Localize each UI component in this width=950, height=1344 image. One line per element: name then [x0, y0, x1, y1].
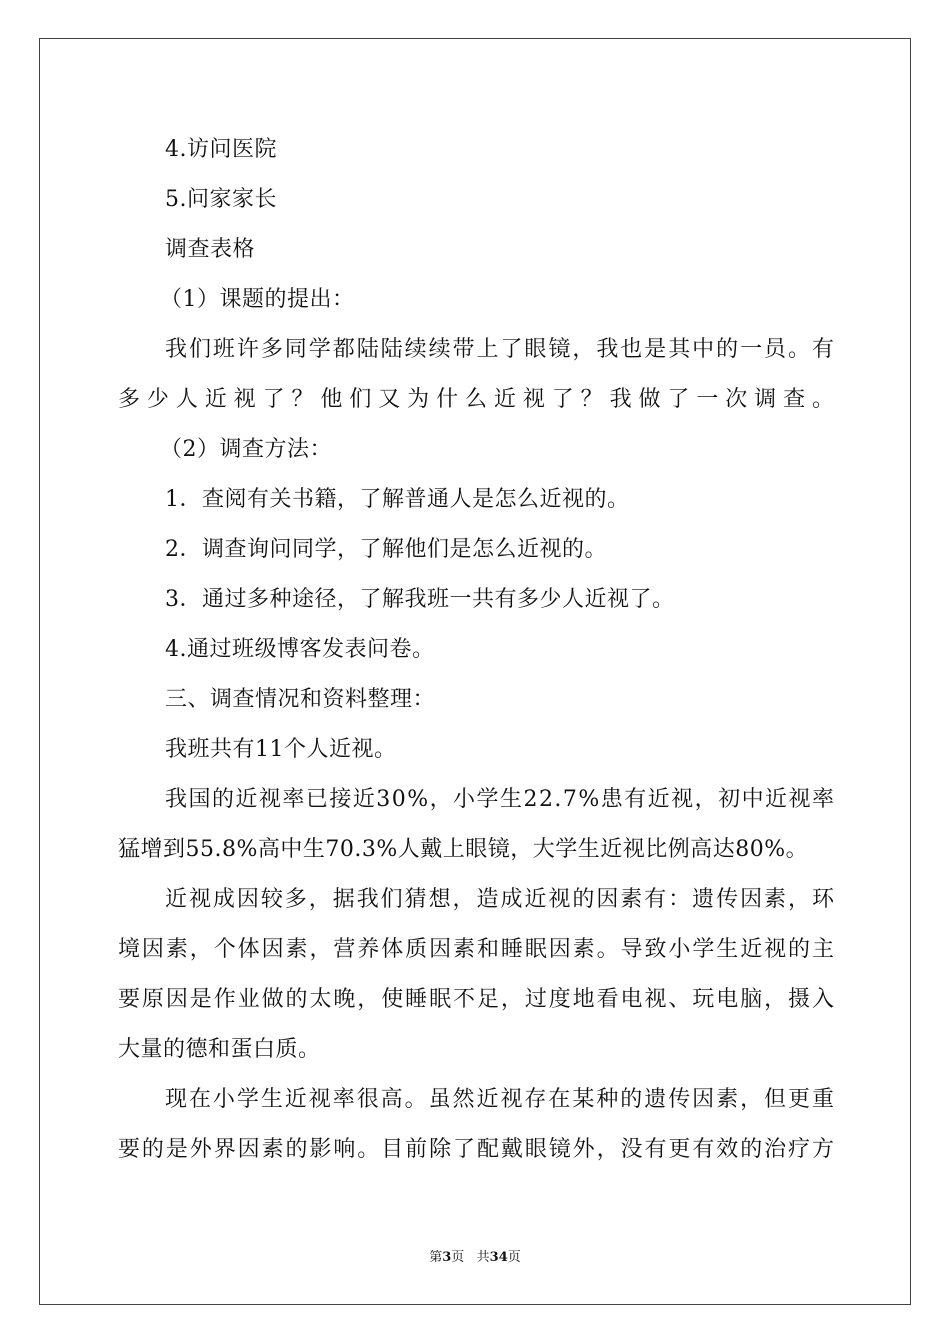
footer-page-total: 34 [489, 1250, 508, 1265]
text-line-7: （2）调查方法： [160, 437, 332, 462]
text-line-16: 近视成因较多，据我们猜想，造成近视的因素有：遗传因素，环 [165, 887, 836, 912]
text-line-11: 4.通过班级博客发表问卷。 [165, 637, 435, 662]
text-line-18: 要原因是作业做的太晚，使睡眠不足，过度地看电视、玩电脑，摄入 [118, 987, 836, 1012]
text-line-21: 要的是外界因素的影响。目前除了配戴眼镜外，没有更有效的治疗方 [118, 1137, 836, 1162]
text-line-3: 调查表格 [165, 237, 256, 262]
text-line-20: 现在小学生近视率很高。虽然近视存在某种的遗传因素，但更重 [165, 1087, 836, 1112]
text-line-1: 4.访问医院 [165, 137, 277, 162]
text-line-10: 3．通过多种途径，了解我班一共有多少人近视了。 [165, 587, 675, 612]
text-line-15: 猛增到55.8%高中生70.3%人戴上眼镜，大学生近视比例高达80%。 [118, 837, 809, 862]
text-line-5: 我们班许多同学都陆陆续续带上了眼镜，我也是其中的一员。有 [165, 337, 836, 362]
text-line-9: 2．调查询问同学，了解他们是怎么近视的。 [165, 537, 607, 562]
text-line-13: 我班共有11个人近视。 [165, 737, 397, 762]
footer-page-prefix: 第 [429, 1250, 443, 1265]
text-line-6: 多少人近视了？他们又为什么近视了？我做了一次调查。 [118, 387, 841, 412]
footer-page-suffix: 页 [507, 1250, 521, 1265]
text-line-14: 我国的近视率已接近30%，小学生22.7%患有近视，初中近视率 [165, 787, 836, 812]
text-line-12: 三、调查情况和资料整理： [165, 687, 436, 712]
text-line-4: （1）课题的提出： [160, 287, 355, 312]
page-footer [0, 1246, 950, 1265]
text-line-19: 大量的德和蛋白质。 [118, 1037, 321, 1062]
footer-page-number: 3 [442, 1250, 452, 1265]
text-line-17: 境因素，个体因素，营养体质因素和睡眠因素。导致小学生近视的主 [118, 937, 836, 962]
text-line-8: 1．查阅有关书籍，了解普通人是怎么近视的。 [165, 487, 630, 512]
footer-page-mid: 页 共 [451, 1250, 490, 1265]
text-line-2: 5.问家家长 [165, 187, 277, 212]
